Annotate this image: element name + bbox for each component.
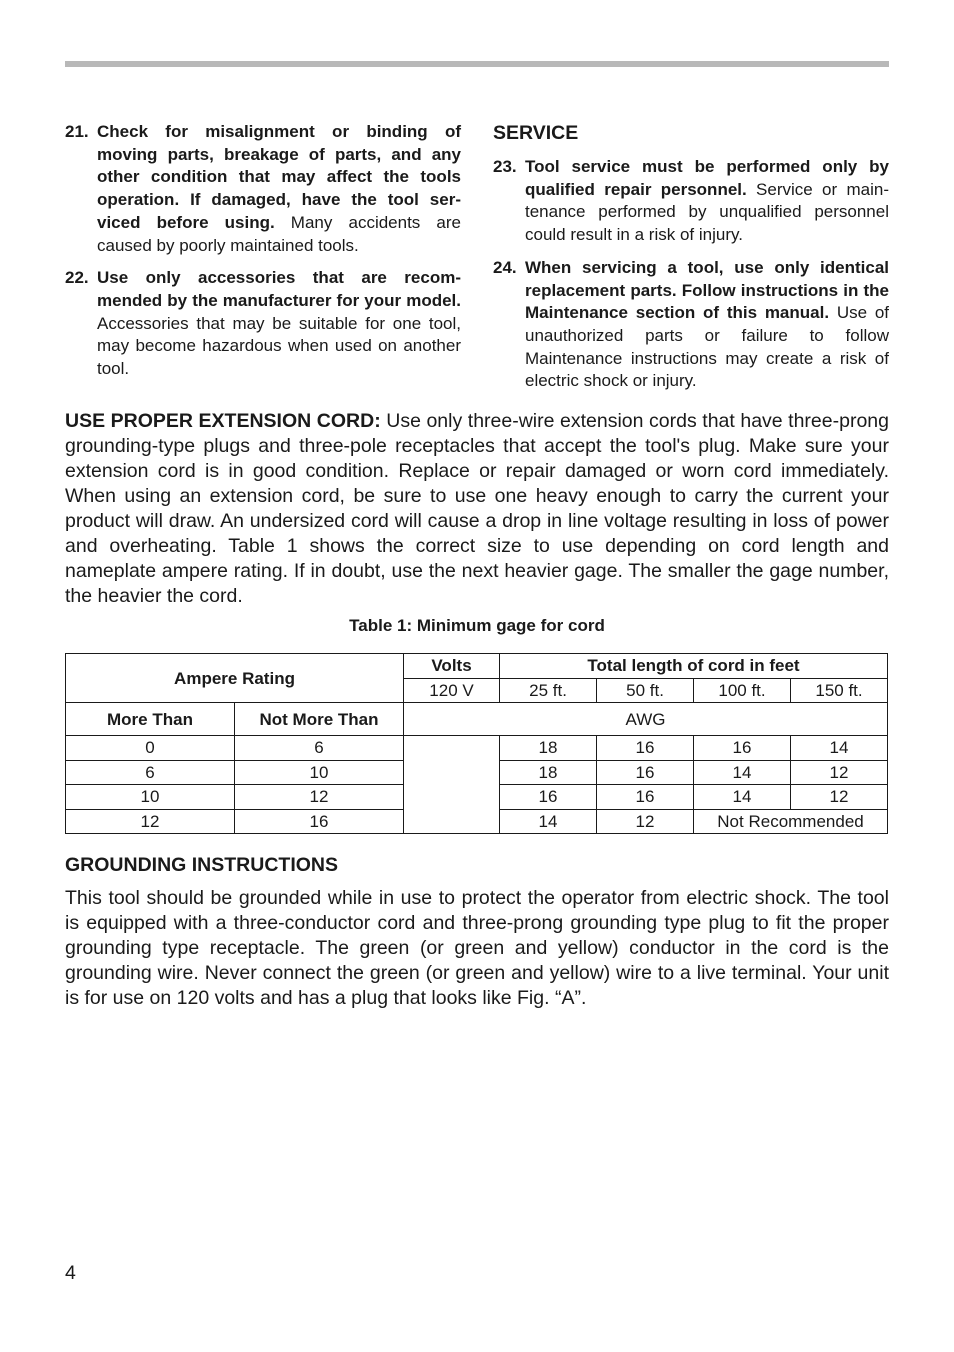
table-cell: 12: [66, 809, 235, 834]
table-label-row: [66, 703, 888, 736]
table-cell: 14: [791, 736, 888, 761]
more-than-header: More Than: [66, 703, 235, 736]
right-column: [493, 121, 889, 403]
table-cell: 16: [597, 785, 694, 810]
length-header: 50 ft.: [597, 678, 694, 703]
list-item-24: [493, 257, 889, 393]
header-rule: [65, 61, 889, 67]
table-cell: 6: [66, 760, 235, 785]
item-number: 23.: [493, 157, 517, 176]
ampere-rating-header: Ampere Rating: [66, 654, 404, 703]
grounding-paragraph: This tool should be grounded while in use to protect the operator from electric shock. The tool is equipped with a three-conductor cord and three-prong grounding type plug to fit the proper grounding type receptacle. The green (or green and yellow) conductor in the cord is the grounding wire. Never connect the green (or green and yellow) wire to a live terminal. Your unit is for use on 120 volts and has a plug that looks like Fig. “A”.: [65, 887, 889, 1009]
list-item-23: [493, 156, 889, 247]
awg-header: AWG: [404, 703, 888, 736]
table-cell: 16: [597, 736, 694, 761]
page-number: 4: [65, 1262, 76, 1284]
table-cell: 10: [66, 785, 235, 810]
item-text: Use of unauthorized parts or failure to follow Maintenance instructions may create a risk of electric shock or injury.: [525, 303, 890, 391]
table-cell: 14: [694, 760, 791, 785]
left-column: [65, 121, 461, 391]
item-number: 22.: [65, 268, 89, 288]
volts-header: Volts: [404, 654, 500, 679]
extension-cord-paragraph: [65, 409, 889, 609]
table-cell: 10: [235, 760, 404, 785]
length-header: 150 ft.: [791, 678, 888, 703]
extension-cord-text: Use only three-wire extension cords that have three-prong grounding-type plugs and three-pole receptacles that accept the tool's plug. Make sure your extension cord is in good condition. Replace or repair damaged or worn cord immediately. When using an extension cord, be sure to use one heavy enough to carry the current your product will draw. An undersized cord will cause a drop in line voltage resulting in loss of power and overheating. Table 1 shows the correct size to use depending on cord length and nameplate ampere rating. If in doubt, use the next heavier gage. The smaller the gage number, the heavier the cord.: [65, 410, 889, 607]
table-header-row: [66, 654, 888, 679]
table-cell: 18: [500, 760, 597, 785]
table-cell: 12: [791, 760, 888, 785]
item-text: Service or main-tenance performed by unqualified personnel could result in a risk of injury.: [525, 179, 889, 245]
table-cell: 16: [235, 809, 404, 834]
length-header: 25 ft.: [500, 678, 597, 703]
table-cell: 16: [694, 736, 791, 761]
item-number: 24.: [493, 257, 517, 277]
length-header: 100 ft.: [694, 678, 791, 703]
list-item-22: [65, 267, 461, 381]
table-cell: 12: [791, 785, 888, 810]
table-row: [66, 736, 888, 761]
service-heading: SERVICE: [493, 122, 579, 144]
table-cell: 12: [597, 809, 694, 834]
table-cell: 6: [235, 736, 404, 761]
table-cell: 14: [694, 785, 791, 810]
item-text: Many accidents are caused by poorly maintained tools.: [97, 212, 461, 255]
table-cell: 0: [66, 736, 235, 761]
grounding-heading: GROUNDING INSTRUCTIONS: [65, 854, 338, 876]
not-more-than-header: Not More Than: [235, 703, 404, 736]
item-number: 21.: [65, 122, 89, 141]
gage-table: [65, 653, 888, 834]
item-bold-text: Use only accessories that are recom-mended by the manufacturer for your model.: [97, 268, 461, 310]
table-cell: 18: [500, 736, 597, 761]
item-bold-text: Check for misalignment or binding of moving parts, breakage of parts, and any other condition that may affect the tools operation. If damaged, have the tool ser-viced before using.: [97, 122, 461, 232]
voltage-cell: 120 V: [404, 678, 500, 703]
table-cell: 12: [235, 785, 404, 810]
not-recommended-cell: Not Recommended: [694, 809, 888, 834]
item-bold-text: When servicing a tool, use only identical replacement parts. Follow instructions in the Maintenance section of this manual.: [525, 257, 889, 323]
item-text: Accessories that may be suitable for one tool, may become hazardous when used on another tool.: [97, 313, 461, 379]
extension-cord-lead: USE PROPER EXTENSION CORD:: [65, 410, 381, 432]
table-caption: Table 1: Minimum gage for cord: [349, 616, 605, 635]
table-cell: 14: [500, 809, 597, 834]
table-cell: 16: [500, 785, 597, 810]
list-item-21: [65, 121, 461, 257]
total-length-header: Total length of cord in feet: [500, 654, 888, 679]
table-cell: 16: [597, 760, 694, 785]
volts-blank-cell: [404, 736, 500, 834]
item-bold-text: Tool service must be performed only by qualified repair personnel.: [525, 157, 889, 199]
